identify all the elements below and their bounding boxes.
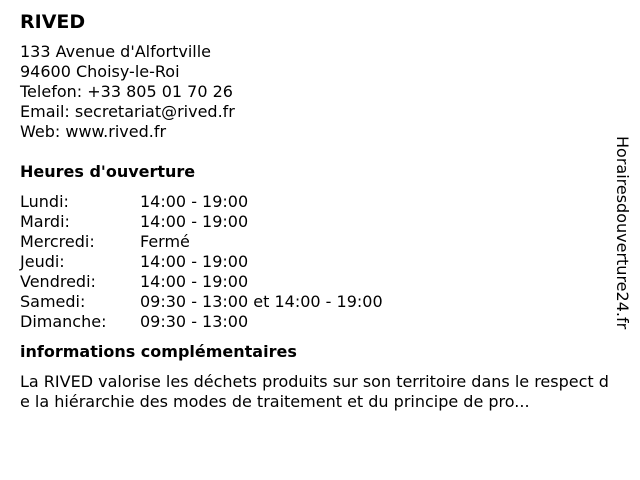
hours-value: 14:00 - 19:00 <box>140 212 249 231</box>
hours-row-thursday <box>20 252 610 272</box>
info-heading: informations complémentaires <box>20 342 297 361</box>
hours-day-label: Jeudi: <box>20 252 65 271</box>
site-watermark: Horairesdouverture24.fr <box>613 136 632 330</box>
email-line: Email: secretariat@rived.fr <box>20 102 235 121</box>
hours-row-sunday <box>20 312 610 332</box>
hours-value: 14:00 - 19:00 <box>140 272 249 291</box>
hours-row-friday <box>20 272 610 292</box>
hours-row-monday <box>20 192 610 212</box>
hours-row-saturday <box>20 292 610 312</box>
hours-day-label: Mardi: <box>20 212 70 231</box>
business-card <box>20 10 610 412</box>
hours-day-label: Vendredi: <box>20 272 96 291</box>
hours-heading: Heures d'ouverture <box>20 162 196 181</box>
info-text: La RIVED valorise les déchets produits sur son territoire dans le respect de la hiérarchie des modes de traitement et du principe de pro... <box>20 372 609 411</box>
hours-value: 09:30 - 13:00 et 14:00 - 19:00 <box>140 292 383 311</box>
phone-line: Telefon: +33 805 01 70 26 <box>20 82 233 101</box>
hours-row-tuesday <box>20 212 610 232</box>
web-line: Web: www.rived.fr <box>20 122 167 141</box>
address-street: 133 Avenue d'Alfortville <box>20 42 212 61</box>
hours-value: 09:30 - 13:00 <box>140 312 249 331</box>
address-city: 94600 Choisy-le-Roi <box>20 62 180 81</box>
hours-day-label: Samedi: <box>20 292 86 311</box>
hours-value: 14:00 - 19:00 <box>140 192 249 211</box>
hours-row-wednesday <box>20 232 610 252</box>
hours-day-label: Lundi: <box>20 192 69 211</box>
business-name: RIVED <box>20 11 86 33</box>
hours-table <box>20 192 610 332</box>
hours-day-label: Mercredi: <box>20 232 95 251</box>
hours-value: 14:00 - 19:00 <box>140 252 249 271</box>
hours-value: Fermé <box>140 232 190 251</box>
hours-day-label: Dimanche: <box>20 312 107 331</box>
